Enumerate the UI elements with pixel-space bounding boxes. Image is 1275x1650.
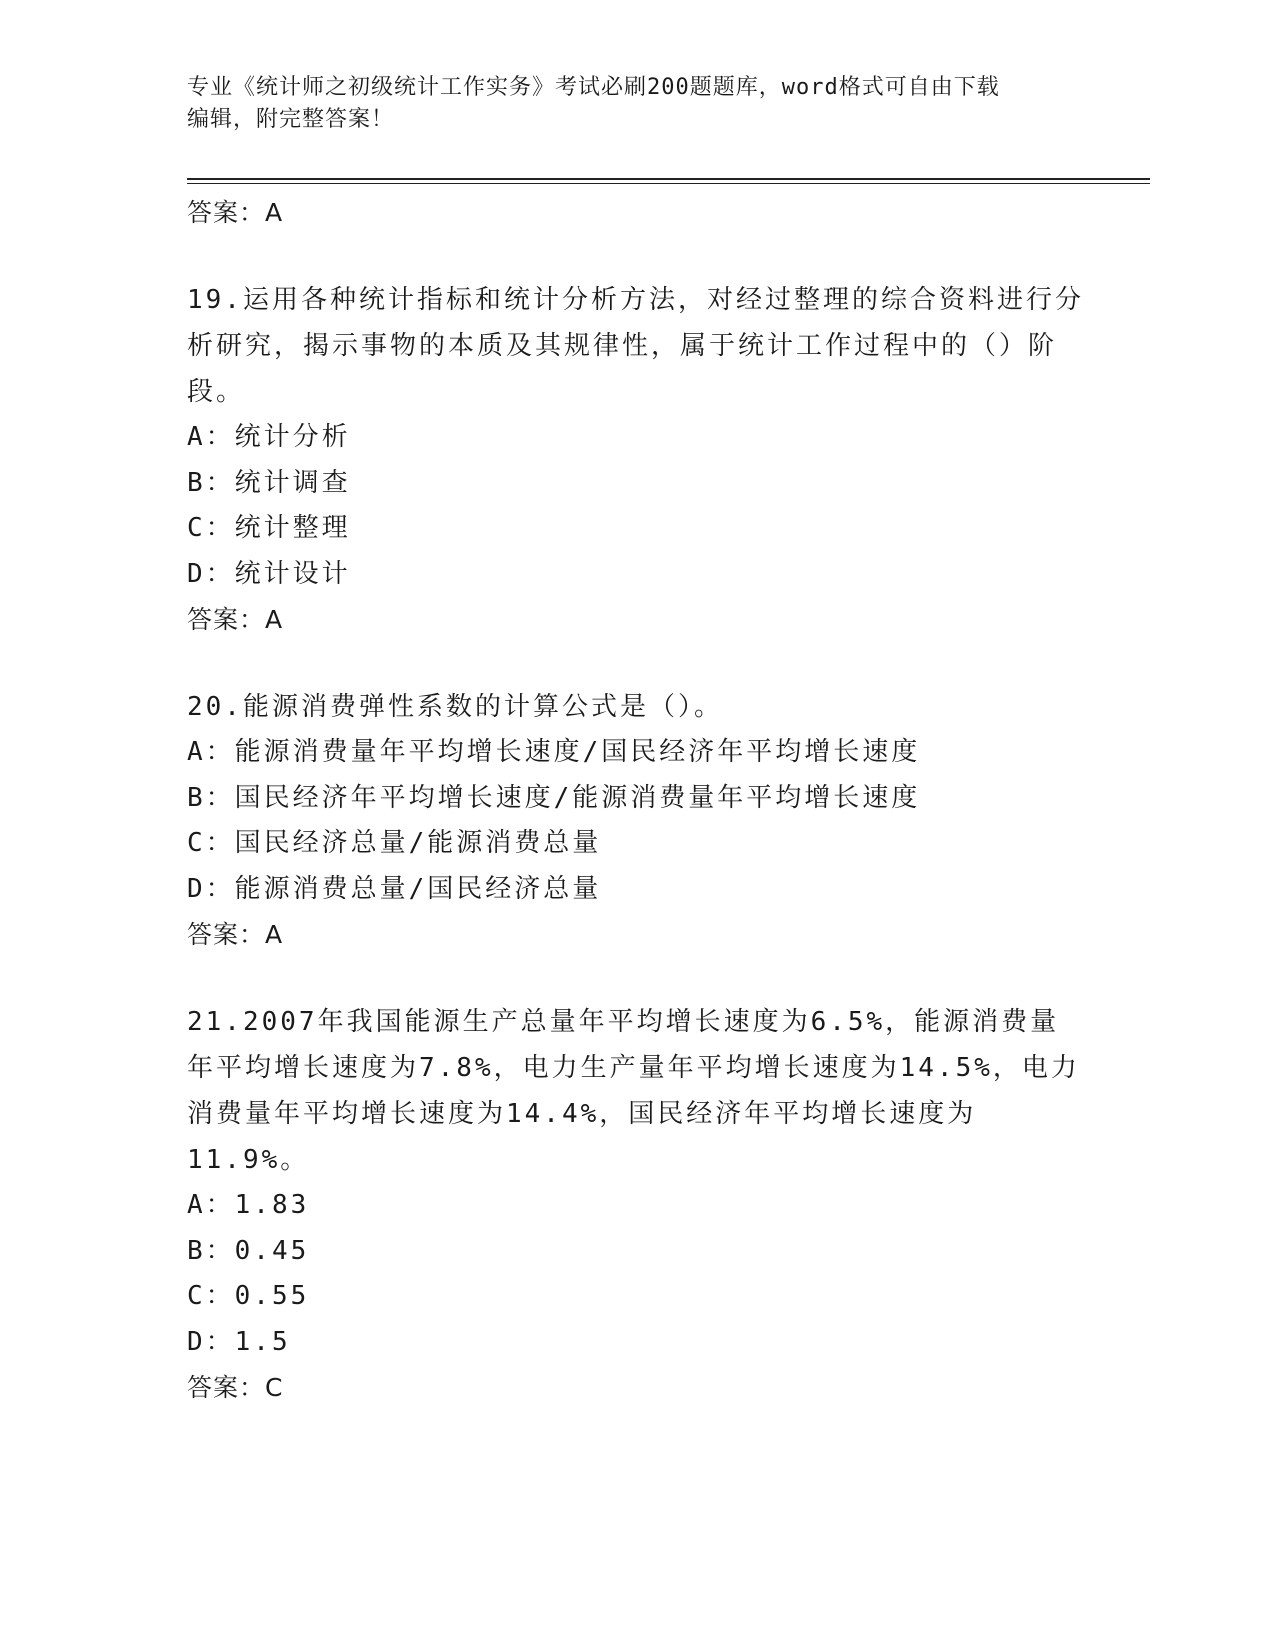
option-d: D：1.5 [187, 1326, 291, 1357]
answer-line: 答案：A [187, 920, 284, 949]
option-c: C：统计整理 [187, 513, 351, 543]
option-a: A：能源消费量年平均增长速度/国民经济年平均增长速度 [187, 737, 921, 767]
header-line-1: 专业《统计师之初级统计工作实务》考试必刷200题题库，word格式可自由下载 [187, 75, 1000, 100]
document-body [187, 190, 1087, 1410]
question-text: 20.能源消费弹性系数的计算公式是（）。 [187, 692, 723, 722]
option-c: C：0.55 [187, 1281, 310, 1311]
option-d: D：统计设计 [187, 558, 351, 589]
question-text: 19.运用各种统计指标和统计分析方法，对经过整理的综合资料进行分析研究，揭示事物的本质及其规律性，属于统计工作过程中的（）阶段。 [187, 285, 1084, 407]
question-text: 21.2007年我国能源生产总量年平均增长速度为6.5%，能源消费量年平均增长速度为7.8%，电力生产量年平均增长速度为14.5%，电力消费量年平均增长速度为14.4%，国民经济年平均增长速度为11.9%。 [187, 1007, 1080, 1175]
option-d: D：能源消费总量/国民经济总量 [187, 873, 602, 904]
header-divider-thin [187, 183, 1150, 184]
header-divider-thick [187, 178, 1150, 180]
question-20 [187, 684, 1087, 957]
option-b: B：统计调查 [187, 467, 351, 498]
option-c: C：国民经济总量/能源消费总量 [187, 828, 602, 858]
option-b: B：国民经济年平均增长速度/能源消费量年平均增长速度 [187, 782, 921, 813]
answer-line-previous: 答案：A [187, 198, 284, 227]
header-line-2: 编辑，附完整答案！ [187, 107, 395, 132]
question-19 [187, 277, 1087, 642]
question-21 [187, 999, 1087, 1410]
option-b: B：0.45 [187, 1235, 310, 1266]
option-a: A：统计分析 [187, 422, 351, 452]
page-header [187, 72, 1087, 136]
option-a: A：1.83 [187, 1190, 310, 1220]
answer-line: 答案：C [187, 1373, 284, 1402]
answer-line: 答案：A [187, 605, 284, 634]
